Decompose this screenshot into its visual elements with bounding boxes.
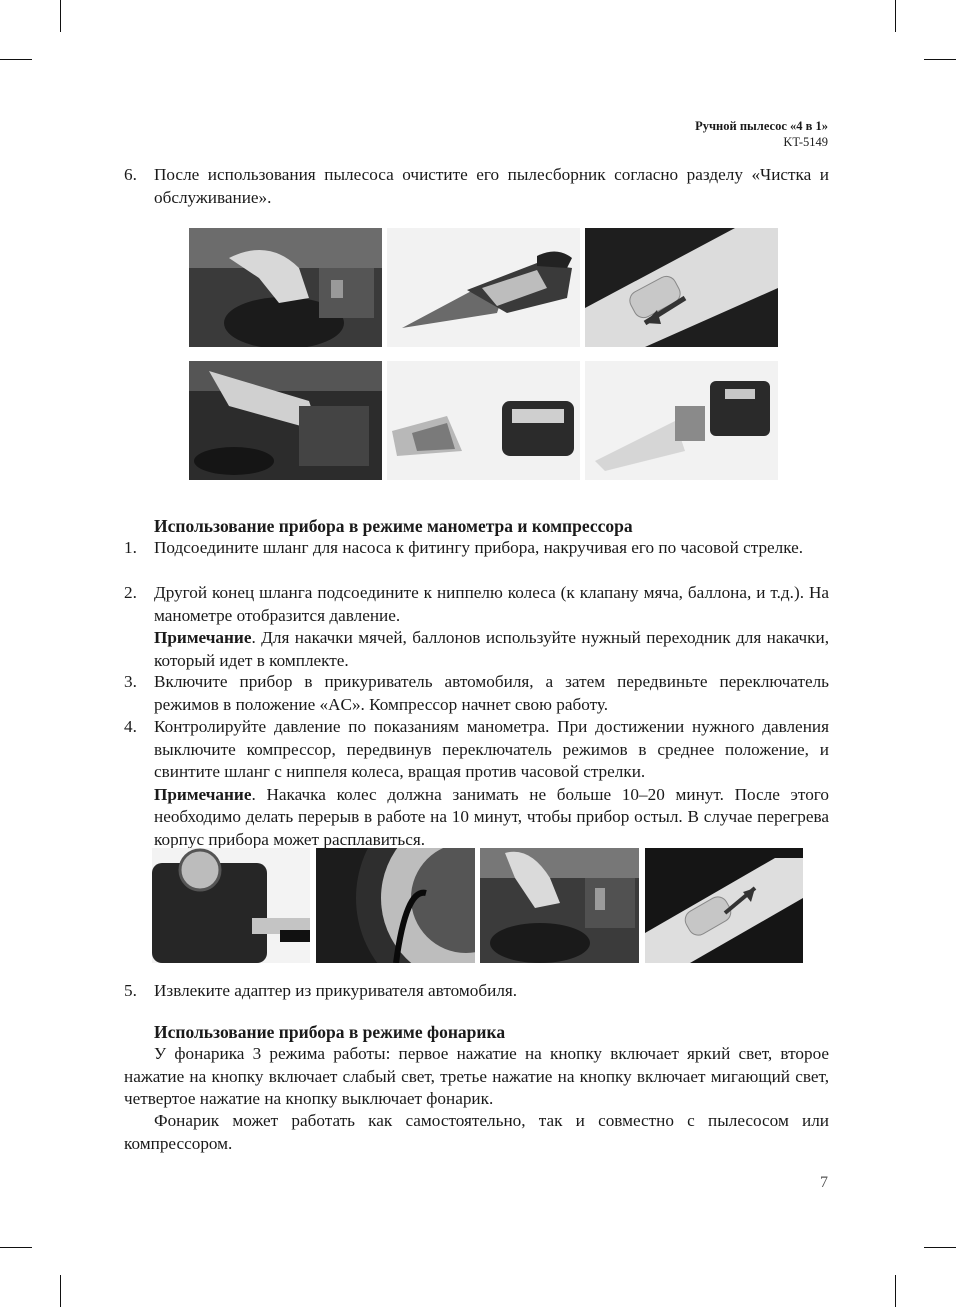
crop-mark (924, 59, 956, 60)
step-note (154, 784, 829, 852)
step-6 (124, 164, 829, 209)
crop-mark (60, 1275, 61, 1307)
header-title: Ручной пылесос «4 в 1» (695, 119, 828, 133)
step-5 (124, 980, 829, 1003)
step-number: 4. (124, 717, 137, 736)
hand-in-cup-holder-photo (189, 228, 382, 347)
note-text: . Для накачки мячей, баллонов используйте нужный переходник для накачки, который идет в комплекте. (154, 628, 829, 670)
crop-mark (0, 59, 32, 60)
note-label: Примечание (154, 628, 252, 647)
step-number: 3. (124, 672, 137, 691)
step-text: После использования пылесоса очистите его пылесборник согласно разделу «Чистка и обслуживание». (154, 165, 829, 207)
step-number: 2. (124, 583, 137, 602)
vacuum-disassembled-photo (387, 361, 580, 480)
crop-mark (924, 1247, 956, 1248)
vacuum-cleaning-console-photo (189, 361, 382, 480)
step-note (154, 627, 829, 672)
crop-mark (0, 1247, 32, 1248)
compressor-section-heading: Использование прибора в режиме манометра и компрессора (154, 516, 633, 536)
step-text: Контролируйте давление по показаниям манометра. При достижении нужного давления выключите компрессор, передвинув переключатель режимов в среднее положение, и свинтите шланг с ниппеля колеса, вращая против часовой стрелки. (154, 717, 829, 781)
mode-switch-slider-photo (645, 848, 803, 963)
flashlight-section-heading: Использование прибора в режиме фонарика (154, 1022, 506, 1042)
crop-mark (895, 0, 896, 32)
page-number: 7 (820, 1174, 828, 1191)
step-text: Извлеките адаптер из прикуривателя автомобиля. (154, 981, 518, 1000)
compressor-gauge-photo (152, 848, 310, 963)
step-number: 6. (124, 165, 137, 184)
slider-switch-closeup-photo (585, 228, 778, 347)
step-text: Включите прибор в прикуриватель автомобиля, а затем передвиньте переключатель режимов в положение «AC». Компрессор начнет свою работу. (154, 672, 829, 714)
compressor-step-4 (124, 716, 829, 851)
step-text: Подсоедините шланг для насоса к фитингу прибора, накручивая его по часовой стрелке. (154, 538, 804, 557)
header-model: KT-5149 (783, 135, 828, 149)
flashlight-paragraph-1: У фонарика 3 режима работы: первое нажатие на кнопку включает яркий свет, второе нажатие на кнопку включает слабый свет, третье нажатие на кнопку включает мигающий свет, четвертое нажатие на кнопку выключает фонарик. (124, 1044, 829, 1108)
vacuum-side-view-photo (387, 228, 580, 347)
vacuum-filter-removed-photo (585, 361, 778, 480)
compressor-step-1 (124, 537, 829, 560)
wheel-valve-hose-photo (316, 848, 475, 963)
flashlight-paragraph-2: Фонарик может работать как самостоятельно, так и совместно с пылесосом или компрессором. (124, 1111, 829, 1153)
compressor-step-2 (124, 582, 829, 672)
step-number: 1. (124, 538, 137, 557)
step-number: 5. (124, 981, 137, 1000)
compressor-step-3 (124, 671, 829, 716)
crop-mark (60, 0, 61, 32)
running-header (695, 118, 828, 150)
note-text: . Накачка колес должна занимать не больше 10–20 минут. После этого необходимо делать перерыв в работе на 10 минут, чтобы прибор остыл. В случае перегрева корпус прибора может расплавиться. (154, 784, 829, 849)
note-label: Примечание (154, 784, 252, 804)
step-text: Другой конец шланга подсоедините к ниппелю колеса (к клапану мяча, баллона, и т.д.). На манометре отобразится давление. (154, 583, 829, 625)
crop-mark (895, 1275, 896, 1307)
adapter-cigarette-lighter-photo (480, 848, 639, 963)
